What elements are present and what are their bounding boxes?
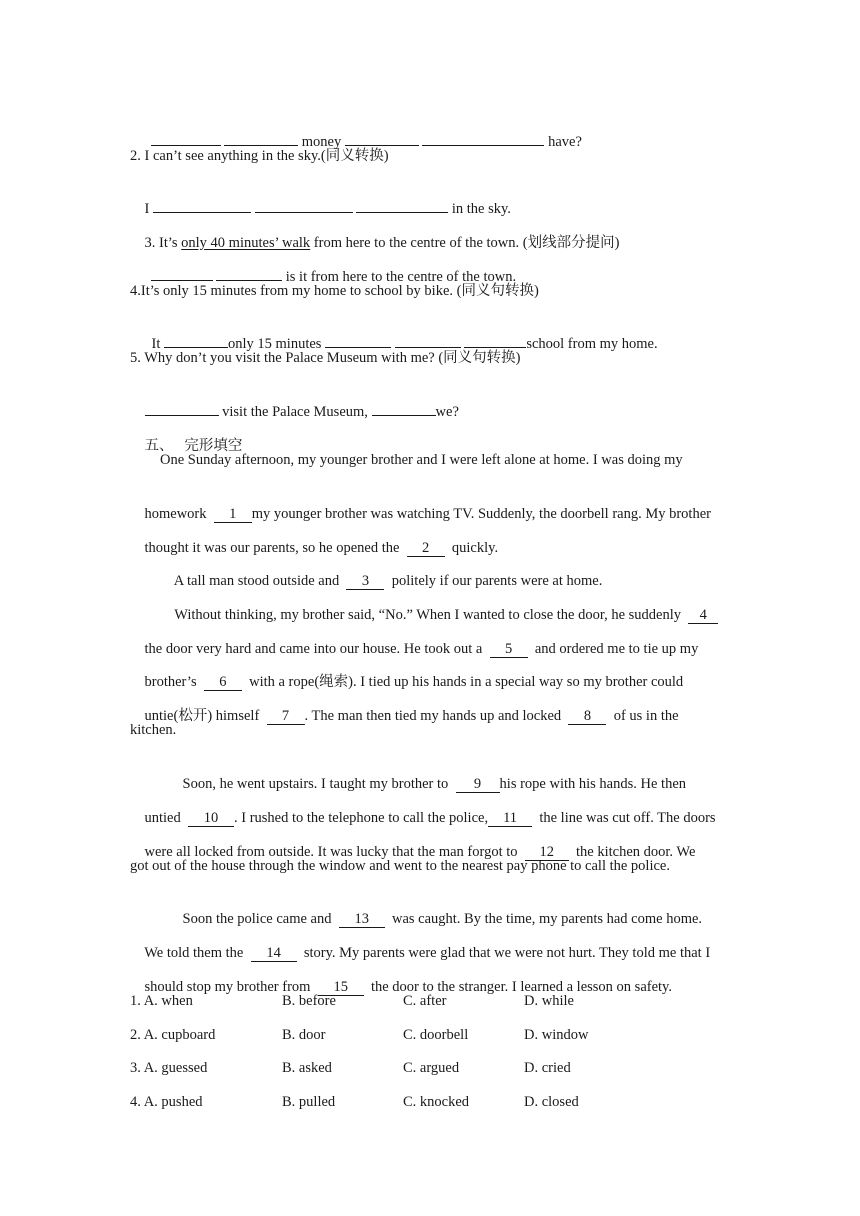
blank-7[interactable]: 7 [267, 708, 305, 725]
blank-9[interactable]: 9 [456, 776, 500, 793]
answer-text: visit the Palace Museum, [222, 404, 368, 420]
passage-line: got out of the house through the window and went to the nearest pay phone to call the police. [130, 858, 670, 874]
option-a[interactable]: 2. A. cupboard [130, 1027, 216, 1043]
answer-blank[interactable] [153, 199, 251, 213]
question-text: from here to the centre of the town. (划线部分提问) [313, 235, 620, 251]
option-c[interactable]: C. argued [403, 1060, 460, 1076]
blank-4[interactable]: 4 [688, 607, 718, 624]
answer-blank[interactable] [325, 334, 391, 348]
option-c[interactable]: C. after [403, 993, 447, 1009]
answer-blank[interactable] [164, 334, 228, 348]
blank-2[interactable]: 2 [407, 540, 445, 557]
q2-question: 2. I can’t see anything in the sky.(同义转换) [130, 148, 389, 164]
passage-line: the door very hard and came into our house. He took out a 5 and ordered me to tie up my [144, 641, 699, 657]
blank-11[interactable]: 11 [488, 810, 532, 827]
answer-blank[interactable] [216, 267, 282, 281]
answer-blank[interactable] [151, 267, 213, 281]
answer-text: we? [435, 404, 459, 420]
passage-line: We told them the 14 story. My parents were glad that we were not hurt. They told me that I [144, 945, 711, 961]
option-b[interactable]: B. door [282, 1027, 326, 1043]
blank-10[interactable]: 10 [188, 810, 234, 827]
blank-8[interactable]: 8 [568, 708, 606, 725]
option-d[interactable]: D. while [524, 993, 574, 1009]
answer-blank[interactable] [345, 132, 419, 146]
answer-text: I [144, 201, 150, 217]
answer-blank[interactable] [356, 199, 448, 213]
answer-text: money [301, 134, 342, 150]
passage-line: were all locked from outside. It was lucky that the man forgot to 12 the kitchen door. We [144, 844, 696, 860]
option-a[interactable]: 1. A. when [130, 993, 193, 1009]
q5-question: 5. Why don’t you visit the Palace Museum with me? (同义句转换) [130, 350, 521, 366]
blank-15[interactable]: 15 [318, 979, 364, 996]
passage-line: untie(松开) himself 7 . The man then tied my hands up and locked 8 of us in the [144, 708, 679, 724]
blank-3[interactable]: 3 [346, 573, 384, 590]
option-a[interactable]: 4. A. pushed [130, 1094, 203, 1110]
blank-13[interactable]: 13 [339, 911, 385, 928]
answer-blank[interactable] [255, 199, 353, 213]
passage-line: homework 1 my younger brother was watching TV. Suddenly, the doorbell rang. My brother [144, 506, 711, 522]
underlined-phrase: only 40 minutes’ walk [181, 235, 311, 251]
passage-line: kitchen. [130, 722, 177, 738]
answer-text: school from my home. [526, 336, 658, 352]
blank-14[interactable]: 14 [251, 945, 297, 962]
answer-blank[interactable] [464, 334, 526, 348]
passage-line: A tall man stood outside and 3 politely if our parents were at home. [173, 573, 603, 589]
answer-blank[interactable] [145, 402, 219, 416]
blank-5[interactable]: 5 [490, 641, 528, 658]
option-b[interactable]: B. asked [282, 1060, 332, 1076]
option-a[interactable]: 3. A. guessed [130, 1060, 208, 1076]
option-d[interactable]: D. closed [524, 1094, 579, 1110]
blank-12[interactable]: 12 [525, 844, 569, 861]
section-number: 五、 [144, 438, 174, 454]
option-d[interactable]: D. cried [524, 1060, 571, 1076]
answer-text: in the sky. [451, 201, 511, 217]
question-text: 3. It’s [144, 235, 178, 251]
passage-line: untied 10 . I rushed to the telephone to call the police, 11 the line was cut off. The doors [144, 810, 716, 826]
answer-blank[interactable] [395, 334, 461, 348]
answer-blank[interactable] [224, 132, 298, 146]
option-b[interactable]: B. pulled [282, 1094, 336, 1110]
passage-line: brother’s 6 with a rope(绳索). I tied up his hands in a special way so my brother could [144, 674, 684, 690]
blank-6[interactable]: 6 [204, 674, 242, 691]
answer-text: is it from here to the centre of the town. [285, 269, 517, 285]
section-title: 完形填空 [184, 438, 243, 454]
passage-line: Soon, he went upstairs. I taught my brother to 9 his rope with his hands. He then [182, 776, 687, 792]
passage-line: One Sunday afternoon, my younger brother and I were left alone at home. I was doing my [160, 452, 683, 468]
answer-text: only 15 minutes [227, 336, 322, 352]
blank-1[interactable]: 1 [214, 506, 252, 523]
answer-blank[interactable] [422, 132, 544, 146]
option-c[interactable]: C. doorbell [403, 1027, 469, 1043]
option-b[interactable]: B. before [282, 993, 336, 1009]
option-c[interactable]: C. knocked [403, 1094, 470, 1110]
answer-text: It [151, 336, 161, 352]
passage-line: Soon the police came and 13 was caught. By the time, my parents had come home. [182, 911, 703, 927]
option-d[interactable]: D. window [524, 1027, 589, 1043]
q4-question: 4.It’s only 15 minutes from my home to school by bike. (同义句转换) [130, 283, 539, 299]
passage-line: should stop my brother from 15 the door to the stranger. I learned a lesson on safety. [144, 979, 672, 995]
answer-blank[interactable] [151, 132, 221, 146]
passage-line: thought it was our parents, so he opened the 2 quickly. [144, 540, 499, 556]
answer-blank[interactable] [372, 402, 436, 416]
passage-line: Without thinking, my brother said, “No.” When I wanted to close the door, he suddenly 4 [160, 585, 718, 645]
answer-text: have? [548, 134, 582, 150]
